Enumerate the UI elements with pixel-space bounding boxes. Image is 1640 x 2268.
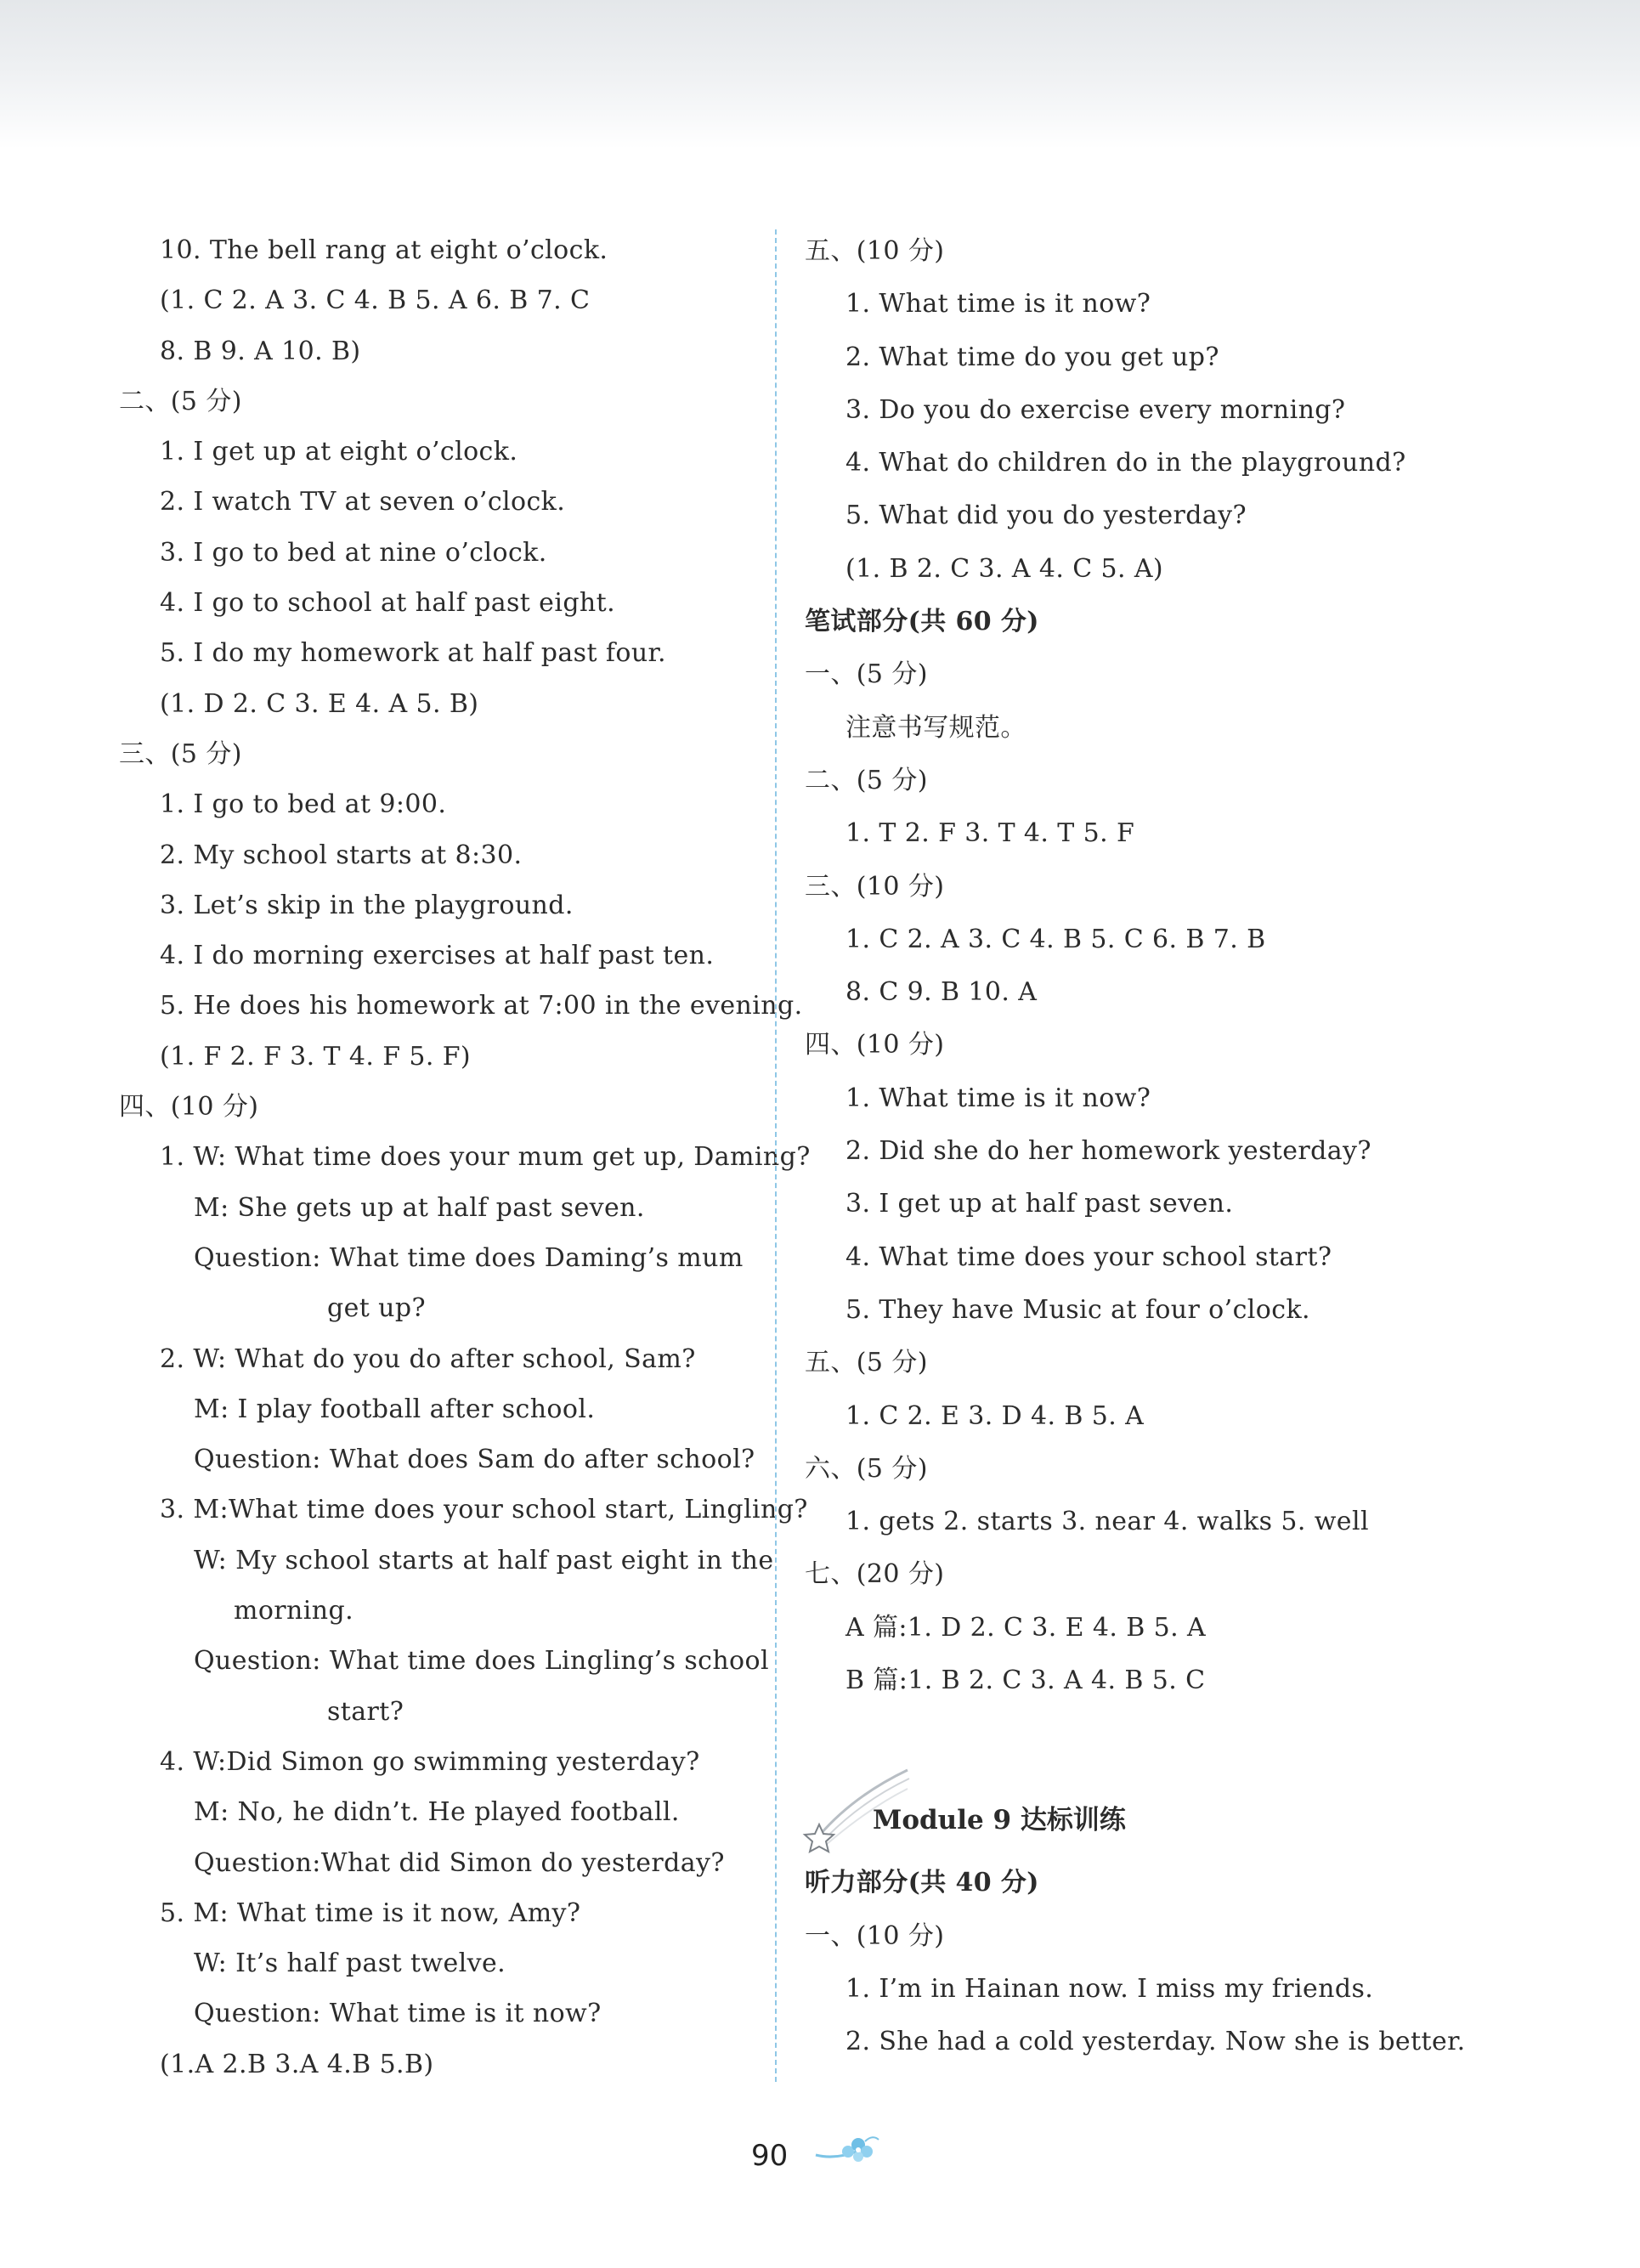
text-line: (1. D 2. C 3. E 4. A 5. B) — [160, 688, 479, 719]
module-heading — [805, 1784, 1501, 1857]
section-heading: 三、(10 分) — [805, 871, 945, 902]
text-line: 1. I go to bed at 9:00. — [160, 789, 447, 820]
text-line: 1. C 2. E 3. D 4. B 5. A — [845, 1400, 1145, 1431]
text-line: 1. T 2. F 3. T 4. T 5. F — [845, 818, 1135, 849]
text-line: Question: What time does Lingling’s school — [194, 1646, 769, 1677]
text-line: A 篇:1. D 2. C 3. E 4. B 5. A — [845, 1612, 1207, 1643]
text-line: B 篇:1. B 2. C 3. A 4. B 5. C — [845, 1666, 1206, 1696]
text-line: 3. I get up at half past seven. — [845, 1189, 1234, 1219]
text-line: M: I play football after school. — [194, 1394, 596, 1424]
text-line: (1. C 2. A 3. C 4. B 5. A 6. B 7. C — [160, 286, 591, 316]
text-line: 2. I watch TV at seven o’clock. — [160, 487, 566, 518]
text-line: 5. He does his homework at 7:00 in the evening. — [160, 991, 803, 1021]
text-line: W: My school starts at half past eight in the — [194, 1545, 774, 1575]
section-heading: 五、(5 分) — [805, 1348, 928, 1378]
text-line: 8. C 9. B 10. A — [845, 977, 1038, 1008]
text-line: 5. They have Music at four o’clock. — [845, 1294, 1310, 1325]
section-heading: 二、(5 分) — [805, 765, 928, 795]
text-line: get up? — [327, 1293, 426, 1324]
section-heading: 四、(10 分) — [119, 1092, 259, 1123]
text-line: (1. B 2. C 3. A 4. C 5. A) — [845, 553, 1164, 584]
text-line: 2. My school starts at 8:30. — [160, 840, 523, 870]
text-line: 1. W: What time does your mum get up, Daming? — [160, 1142, 811, 1173]
text-line: 2. Did she do her homework yesterday? — [845, 1136, 1371, 1167]
section-heading: 笔试部分(共 60 分) — [805, 607, 1039, 637]
section-heading: 七、(20 分) — [805, 1559, 945, 1590]
module-title: Module 9 达标训练 — [873, 1805, 1126, 1836]
section-heading: 二、(5 分) — [119, 386, 242, 416]
text-line: 5. I do my homework at half past four. — [160, 638, 666, 669]
text-line: W: It’s half past twelve. — [194, 1948, 506, 1979]
text-line: 4. I do morning exercises at half past ten. — [160, 941, 715, 971]
section-heading: 五、(10 分) — [805, 236, 945, 266]
text-line: 1. C 2. A 3. C 4. B 5. C 6. B 7. B — [845, 924, 1266, 954]
text-line: morning. — [234, 1596, 354, 1626]
text-line: 1. What time is it now? — [845, 289, 1151, 320]
text-line: 4. I go to school at half past eight. — [160, 588, 616, 619]
text-line: 1. I’m in Hainan now. I miss my friends. — [845, 1973, 1374, 2004]
text-line: Question: What time does Daming’s mum — [194, 1242, 744, 1273]
text-line: Question: What does Sam do after school? — [194, 1445, 755, 1475]
text-line: (1. F 2. F 3. T 4. F 5. F) — [160, 1041, 472, 1072]
text-line: 2. W: What do you do after school, Sam? — [160, 1343, 696, 1374]
right-column-bottom — [805, 1857, 1501, 2068]
shooting-star-icon — [800, 1765, 911, 1858]
scan-header-shading — [0, 0, 1640, 149]
text-line: M: No, he didn’t. He played football. — [194, 1797, 680, 1828]
page-number: 90 — [751, 2139, 789, 2173]
right-column — [805, 225, 1501, 2069]
left-column — [119, 225, 811, 2090]
text-line: 2. She had a cold yesterday. Now she is better. — [845, 2027, 1466, 2057]
text-line: 4. W:Did Simon go swimming yesterday? — [160, 1746, 700, 1777]
text-line: Question: What time is it now? — [194, 1999, 602, 2029]
text-line: 4. What do children do in the playground? — [845, 448, 1406, 478]
text-line: (1.A 2.B 3.A 4.B 5.B) — [160, 2049, 434, 2079]
text-line: 1. I get up at eight o’clock. — [160, 437, 518, 467]
text-line: M: She gets up at half past seven. — [194, 1192, 645, 1223]
text-line: 1. gets 2. starts 3. near 4. walks 5. well — [845, 1507, 1369, 1537]
text-line: 1. What time is it now? — [845, 1083, 1151, 1113]
text-line: 5. M: What time is it now, Amy? — [160, 1898, 581, 1928]
section-heading: 四、(10 分) — [805, 1030, 945, 1060]
text-line: 3. I go to bed at nine o’clock. — [160, 537, 547, 568]
text-line: 10. The bell rang at eight o’clock. — [160, 235, 608, 265]
section-heading: 三、(5 分) — [119, 738, 242, 769]
text-line: start? — [327, 1696, 404, 1727]
section-heading: 听力部分(共 40 分) — [805, 1868, 1039, 1898]
right-column-top — [805, 225, 1501, 1707]
text-line: 注意书写规范。 — [845, 712, 1026, 743]
text-line: 5. What did you do yesterday? — [845, 501, 1247, 531]
section-heading: 六、(5 分) — [805, 1453, 928, 1484]
text-line: 2. What time do you get up? — [845, 342, 1219, 372]
text-line: Question:What did Simon do yesterday? — [194, 1847, 725, 1878]
column-divider — [775, 229, 777, 2082]
section-heading: 一、(5 分) — [805, 659, 928, 690]
text-line: 3. M:What time does your school start, Lingling? — [160, 1495, 808, 1525]
text-line: 4. What time does your school start? — [845, 1241, 1332, 1272]
text-line: 3. Do you do exercise every morning? — [845, 394, 1346, 425]
flower-sprig-icon — [814, 2133, 882, 2170]
text-line: 3. Let’s skip in the playground. — [160, 890, 574, 920]
text-line: 8. B 9. A 10. B) — [160, 336, 361, 366]
section-heading: 一、(10 分) — [805, 1920, 945, 1951]
